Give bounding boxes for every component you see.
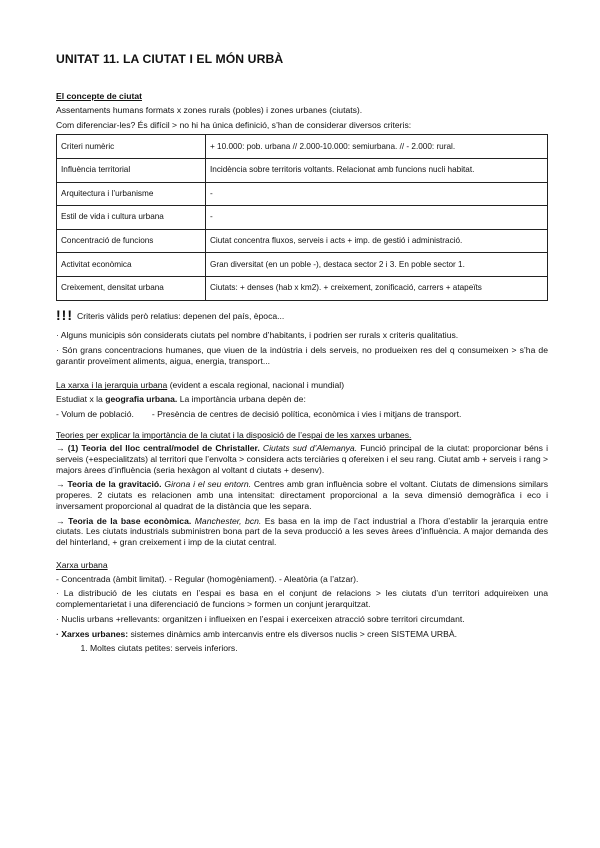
xarxa-heading-rest: (evident a escala regional, nacional i mundial) bbox=[167, 380, 345, 391]
theory-1 bbox=[56, 443, 548, 475]
paragraph: · Són grans concentracions humanes, que viuen de la indústria i dels serveis, no produeixen res del q consumeixen > s’ha de garantir proveïment aliments, aigua, energia, transport... bbox=[56, 344, 548, 366]
theory-text: Es basa en la imp de l’act industrial a l’hora d’establir la jerarquia entre ciutats. Les ciutats industrials subministren bona part de la seva producció a les seves àrees d’influència. A major demanda des del hinterland, + gran creixement i imp de la ciutat central. bbox=[56, 515, 548, 548]
numbered-list bbox=[56, 643, 548, 654]
theory-3 bbox=[56, 516, 548, 548]
paragraph: · Alguns municipis són considerats ciutats pel nombre d’habitants, i podrien ser rurals x criteris qualitatius. bbox=[56, 330, 459, 341]
table-row bbox=[57, 135, 548, 159]
theory-title: Teoria de la base econòmica. bbox=[68, 515, 192, 526]
paragraph bbox=[56, 409, 548, 420]
criterion-cell: Creixement, densitat urbana bbox=[57, 277, 206, 301]
text: sistemes dinàmics amb intercanvis entre els diversos nuclis > creen SISTEMA URBÀ. bbox=[128, 628, 457, 639]
table-row bbox=[57, 159, 548, 183]
criterion-cell: Activitat econòmica bbox=[57, 253, 206, 277]
bold-text: · Xarxes urbanes: bbox=[56, 628, 129, 639]
table-row bbox=[57, 229, 548, 253]
warning-text: Criteris vàlids però relatius: depenen del país, època... bbox=[77, 310, 285, 321]
criterion-cell: Arquitectura i l’urbanisme bbox=[57, 182, 206, 206]
document-page bbox=[56, 52, 548, 654]
paragraph: Assentaments humans formats x zones rurals (pobles) i zones urbanes (ciutats). bbox=[56, 104, 363, 115]
paragraph: Com diferenciar-les? És difícil > no hi ha única definició, s’han de considerar diversos criteris: bbox=[56, 119, 412, 130]
theory-text: Centres amb gran influència sobre el voltant. Ciutats de dimensions similars properes. 2 ciutats es relacionen amb una intensitat: directament proporcional a la seva dimensió demogràfica i eco i inversament proporcional al quadrat de la distància que les separa. bbox=[56, 479, 549, 511]
value-cell: Ciutat concentra fluxos, serveis i acts + imp. de gestió i administració. bbox=[206, 229, 548, 253]
value-cell: Gran diversitat (en un poble -), destaca sector 2 i 3. En poble sector 1. bbox=[206, 253, 548, 277]
arrow-icon: → bbox=[56, 515, 69, 526]
criteria-table bbox=[56, 134, 548, 300]
section-heading-concepte: El concepte de ciutat bbox=[56, 91, 142, 102]
paragraph: · Nuclis urbans +rellevants: organitzen i influeixen en l’espai i exerceixen atracció sobre territori circumdant. bbox=[56, 613, 465, 624]
section-heading-xarxa bbox=[56, 380, 548, 391]
value-cell: - bbox=[206, 182, 548, 206]
list-item: 1. Moltes ciutats petites: serveis inferiors. bbox=[90, 643, 548, 654]
exclamation-mark: !!! bbox=[56, 306, 73, 323]
section-heading-teories: Teories per explicar la importància de la ciutat i la disposició de l’espai de les xarxes urbanes. bbox=[56, 429, 412, 440]
theory-example: Manchester, bcn. bbox=[191, 515, 262, 526]
bold-text: geografia urbana. bbox=[105, 394, 178, 405]
paragraph bbox=[56, 394, 548, 405]
arrow-icon: → bbox=[56, 479, 68, 490]
theory-title: (1) Teoria del lloc central/model de Christaller. bbox=[67, 443, 260, 454]
value-cell: Incidència sobre territoris voltants. Relacionat amb funcions nucli habitat. bbox=[206, 159, 548, 183]
table-row bbox=[57, 182, 548, 206]
factor-1: - Volum de població. bbox=[56, 408, 134, 419]
xarxa-heading-underlined: La xarxa i la jerarquia urbana bbox=[56, 380, 168, 391]
theory-text: Funció principal de la ciutat: proporcionar béns i serveis (+especialitzats) al territori que l’envolta > considera acts terciàries q ofereixen i el seu rang. Ciutat amb + serveis i rang > majors àrees d’influència (seria hexàgon al voltant d ciutats + desenv). bbox=[56, 443, 548, 475]
text: Estudiat x la bbox=[56, 394, 106, 405]
document-title: UNITAT 11. LA CIUTAT I EL MÓN URBÀ bbox=[56, 52, 284, 66]
theory-2 bbox=[56, 479, 548, 511]
factor-2: - Presència de centres de decisió política, econòmica i vies i mitjans de transport. bbox=[151, 408, 462, 419]
table-row bbox=[57, 253, 548, 277]
value-cell: - bbox=[206, 206, 548, 230]
paragraph bbox=[56, 629, 548, 640]
arrow-icon: → bbox=[56, 443, 68, 454]
table-row bbox=[57, 277, 548, 301]
criterion-cell: Criteri numèric bbox=[57, 135, 206, 159]
paragraph: - Concentrada (àmbit limitat). - Regular (homogèniament). - Aleatòria (a l’atzar). bbox=[56, 573, 359, 584]
criterion-cell: Concentració de funcions bbox=[57, 229, 206, 253]
criterion-cell: Influència territorial bbox=[57, 159, 206, 183]
value-cell: + 10.000: pob. urbana // 2.000-10.000: semiurbana. // - 2.000: rural. bbox=[206, 135, 548, 159]
section-heading-urbana: Xarxa urbana bbox=[56, 559, 108, 570]
theory-title: Teoria de la gravitació. bbox=[67, 479, 162, 490]
table-row bbox=[57, 206, 548, 230]
text: La importància urbana depèn de: bbox=[177, 394, 306, 405]
theory-example: Ciutats sud d’Alemanya. bbox=[259, 443, 358, 454]
warning-note bbox=[56, 307, 548, 325]
paragraph: · La distribució de les ciutats en l’espai es basa en el conjunt de relacions > les ciutats d’un territori adquireixen una complementarietat i una diferenciació de funcions > formen un conjunt jerarquitzat. bbox=[56, 588, 548, 610]
value-cell: Ciutats: + denses (hab x km2). + creixement, zonificació, carrers + atapeïts bbox=[206, 277, 548, 301]
theory-example: Girona i el seu entorn. bbox=[161, 479, 252, 490]
criterion-cell: Estil de vida i cultura urbana bbox=[57, 206, 206, 230]
